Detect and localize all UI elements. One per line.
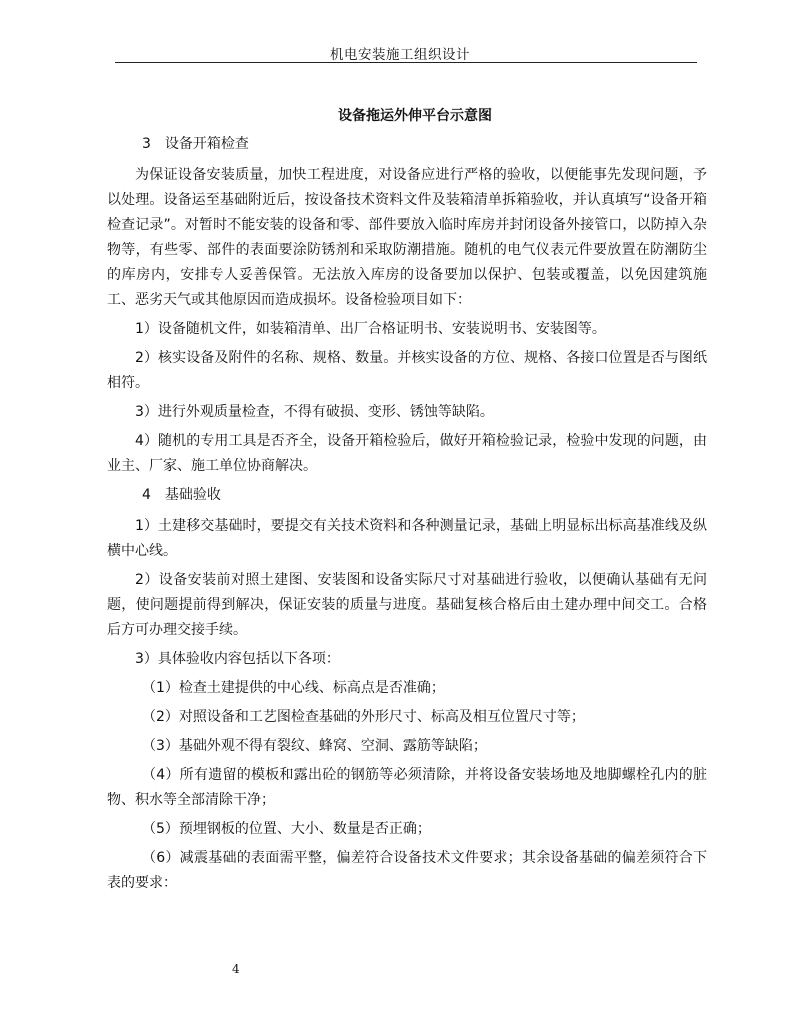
section-4-subitem-3: （3）基础外观不得有裂纹、蜂窝、空洞、露筋等缺陷； bbox=[142, 738, 487, 754]
section-4-subitem-5: （5）预埋钢板的位置、大小、数量是否正确； bbox=[142, 821, 431, 837]
section-3-item-2: 2）核实设备及附件的名称、规格、数量。并核实设备的方位、规格、各接口位置是否与图纸相符。 bbox=[107, 350, 707, 391]
running-header-title: 机电安装施工组织设计 bbox=[330, 47, 470, 63]
section-4-subitem-1: （1）检查土建提供的中心线、标高点是否准确； bbox=[142, 680, 445, 696]
body-text bbox=[107, 132, 707, 900]
header-divider bbox=[115, 62, 697, 63]
section-3-item-3: 3）进行外观质量检查，不得有破损、变形、锈蚀等缺陷。 bbox=[135, 404, 494, 420]
section-4-subitem-4: （4）所有遗留的模板和露出砼的钢筋等必须清除，并将设备安装场地及地脚螺栓孔内的脏物、积水等全部清除干净； bbox=[107, 767, 707, 808]
section-4-subitem-2: （2）对照设备和工艺图检查基础的外形尺寸、标高及相互位置尺寸等； bbox=[142, 709, 585, 725]
section-4-item-1: 1）土建移交基础时，要提交有关技术资料和各种测量记录，基础上明显标出标高基准线及纵横中心线。 bbox=[107, 518, 707, 559]
section-3-intro-paragraph: 为保证设备安装质量，加快工程进度，对设备应进行严格的验收，以便能事先发现问题，予以处理。设备运至基础附近后，按设备技术资料文件及装箱清单拆箱验收，并认真填写“设备开箱检查记录”。对暂时不能安装的设备和零、部件要放入临时库房并封闭设备外接管口，以防掉入杂物等，有些零、部件的表面要涂防锈剂和采取防潮措施。随机的电气仪表元件要放置在防潮防尘的库房内，安排专人妥善保管。无法放入库房的设备要加以保护、包装或覆盖，以免因建筑施工、恶劣天气或其他原因而造成损坏。设备检验项目如下： bbox=[107, 167, 707, 308]
section-heading-3: 3 设备开箱检查 bbox=[142, 136, 249, 152]
page-number: 4 bbox=[232, 962, 240, 976]
section-4-subitem-6: （6）减震基础的表面需平整，偏差符合设备技术文件要求；其余设备基础的偏差须符合下表的要求： bbox=[107, 850, 707, 891]
section-heading-4: 4 基础验收 bbox=[142, 487, 221, 503]
section-4-item-2: 2）设备安装前对照土建图、安装图和设备实际尺寸对基础进行验收，以便确认基础有无问题，使问题提前得到解决，保证安装的质量与进度。基础复核合格后由土建办理中间交工。合格后方可办理交接手续。 bbox=[107, 572, 707, 638]
section-3-item-1: 1）设备随机文件，如装箱清单、出厂合格证明书、安装说明书、安装图等。 bbox=[135, 321, 606, 337]
figure-caption: 设备拖运外伸平台示意图 bbox=[338, 108, 492, 124]
section-3-item-4: 4）随机的专用工具是否齐全，设备开箱检验后，做好开箱检验记录，检验中发现的问题，由业主、厂家、施工单位协商解决。 bbox=[107, 433, 707, 474]
section-4-item-3: 3）具体验收内容包括以下各项： bbox=[135, 651, 340, 667]
